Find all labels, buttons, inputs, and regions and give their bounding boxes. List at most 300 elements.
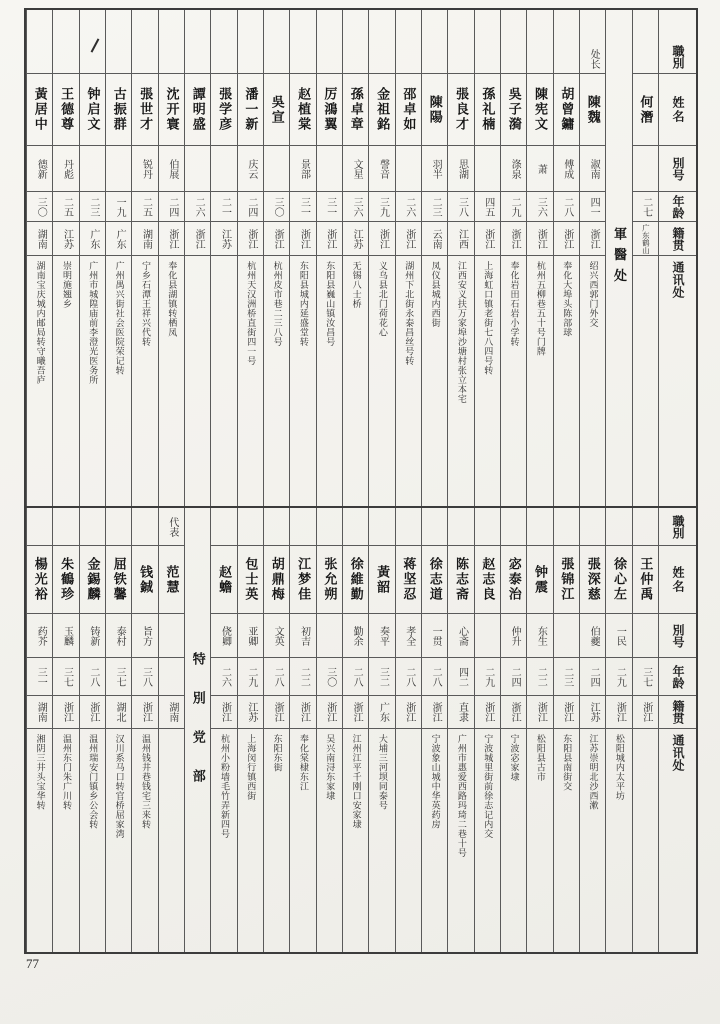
person-age: 二八 [351,666,363,687]
cell-address [238,729,263,952]
cell-age [343,658,368,696]
cell-age [27,192,52,222]
cell-address [106,256,131,506]
person-column [526,508,552,952]
person-column [632,10,658,506]
cell-position [343,10,368,74]
person-name: 屈铁馨 [111,557,127,602]
person-address: 奉化县湖镇转栖凤 [167,261,178,337]
cell-address [554,256,579,506]
cell-age [159,192,184,222]
section-label: 軍醫处 [612,226,628,290]
person-origin: 江苏 [61,228,73,249]
person-age: 四一 [588,196,600,217]
cell-name [317,546,342,614]
person-alias: 伯夔 [588,625,600,646]
person-alias: 景部 [298,158,310,179]
person-address: 松阳城内太平坊 [614,734,625,801]
cell-position [27,10,52,74]
person-alias: 文英 [272,625,284,646]
cell-position [27,508,52,546]
header-cell [659,508,696,546]
header-label: 籍贯 [670,226,685,251]
person-alias: 萧 [535,163,547,174]
cell-alias [580,614,605,658]
person-age: 二三 [87,196,99,217]
cell-address [290,256,315,506]
person-age: 三〇 [324,666,336,687]
person-address: 广州市城隍庙前李澄光医务所 [88,261,99,385]
cell-origin [211,696,236,729]
header-label: 年龄 [670,194,685,219]
cell-address [159,256,184,506]
cell-position [132,508,157,546]
person-address: 松阳县古市 [535,734,546,782]
person-name: 包士英 [243,557,259,602]
cell-origin [343,696,368,729]
person-origin: 广东 [377,702,389,722]
person-alias: 文星 [351,158,363,179]
table-military-medical-dept [26,10,696,506]
cell-name [475,546,500,614]
cell-position [80,508,105,546]
cell-alias [343,614,368,658]
person-age: 二二 [298,666,310,687]
header-cell [659,696,696,729]
cell-name [554,74,579,146]
cell-origin [369,696,394,729]
cell-name [396,546,421,614]
cell-origin [53,222,78,256]
person-name: 邵卓如 [401,87,417,132]
cell-origin [80,222,105,256]
person-name: 張良才 [454,87,470,132]
cell-age [211,192,236,222]
person-origin: 云南 [430,228,442,249]
person-name: 陳魏 [585,94,601,125]
person-name: 徐志道 [427,557,443,602]
person-alias: 傅成 [561,158,573,179]
cell-origin [554,696,579,729]
cell-alias [80,146,105,192]
cell-position [501,508,526,546]
cell-name [633,74,658,146]
header-column [658,10,696,506]
cell-address [317,729,342,952]
person-address: 绍兴西郭门外交 [588,261,599,328]
cell-origin [422,696,447,729]
cell-age [238,192,263,222]
cell-address [422,256,447,506]
cell-alias [317,146,342,192]
cell-position [448,508,473,546]
person-origin: 浙江 [272,702,284,722]
cell-age [501,658,526,696]
person-address: 广州市惠爱西路玛琦二巷十号 [456,734,467,858]
cell-age [53,658,78,696]
person-age: 二四 [166,196,178,217]
cell-address [527,729,552,952]
cell-origin [475,222,500,256]
cell-alias [448,146,473,192]
cell-name [27,546,52,614]
header-cell [659,192,696,222]
person-origin: 浙江 [351,702,363,722]
cell-name [343,74,368,146]
cell-address [53,256,78,506]
person-alias: 奏平 [377,625,389,646]
cell-position [211,10,236,74]
cell-address [501,729,526,952]
person-alias: 锐丹 [140,158,152,179]
cell-position [396,10,421,74]
person-column [368,10,394,506]
cell-age [527,658,552,696]
cell-name [369,74,394,146]
person-origin: 广东鹤山 [641,223,651,254]
cell-name [317,74,342,146]
person-origin: 浙江 [324,702,336,722]
person-address: 上海闵行镇西街 [246,734,257,801]
person-name: 沈开寰 [164,87,180,132]
person-column [579,508,605,952]
person-alias: 思湖 [456,158,468,179]
section-column [184,508,210,952]
person-column [526,10,552,506]
person-name: 黃韶 [375,564,391,595]
person-age: 三八 [456,196,468,217]
cell-origin [80,696,105,729]
cell-age [317,192,342,222]
cell-address [475,256,500,506]
cell-origin [527,222,552,256]
cell-alias [211,146,236,192]
person-age: 二八 [87,666,99,687]
person-origin: 浙江 [509,228,521,249]
cell-position [554,508,579,546]
person-origin: 广东 [114,228,126,249]
cell-address [501,256,526,506]
cell-position [343,508,368,546]
cell-age [132,658,157,696]
cell-age [369,192,394,222]
header-cell [659,222,696,256]
cell-age [554,658,579,696]
cell-address [132,256,157,506]
cell-age [396,192,421,222]
person-name: 赵蟾 [217,564,233,595]
cell-alias [606,614,631,658]
cell-name [633,546,658,614]
section-label: 特別党部 [190,652,206,808]
cell-age [448,192,473,222]
cell-name [264,546,289,614]
person-age: 二六 [403,196,415,217]
cell-name [132,74,157,146]
person-address: 东阳县南街交 [562,734,573,791]
cell-address [527,256,552,506]
person-name: 王仲禹 [638,557,654,602]
person-column [474,10,500,506]
person-origin: 浙江 [482,702,494,722]
person-column [237,10,263,506]
person-age: 二一 [219,196,231,217]
cell-alias [580,146,605,192]
cell-origin [290,222,315,256]
cell-origin [132,696,157,729]
person-name: 何潛 [638,94,654,125]
table-special-party-branch [26,506,696,952]
person-age: 一九 [114,196,126,217]
person-address: 江西安义扶万家埠沙塘村张立本宅 [456,261,467,404]
cell-alias [422,146,447,192]
cell-alias [475,146,500,192]
cell-address [185,256,210,506]
cell-position [475,508,500,546]
cell-position [53,508,78,546]
cell-alias [369,614,394,658]
header-label: 姓名 [670,95,685,124]
cell-origin [317,696,342,729]
cell-origin [396,222,421,256]
person-address: 江州江平千刚口安家埭 [351,734,362,829]
person-address: 东阳县城内延盛堂转 [298,261,309,347]
cell-age [448,658,473,696]
cell-age [606,658,631,696]
person-alias: 侥卿 [219,625,231,646]
cell-origin [211,222,236,256]
person-address: 杭州小粉墙毛竹弄新四号 [219,734,230,839]
person-address: 上海虹口镇老街七八四号转 [483,261,494,375]
person-name: 譚明盛 [190,87,206,132]
person-name: 古振群 [111,87,127,132]
header-label: 別号 [670,156,685,181]
cell-address [106,729,131,952]
person-column [342,10,368,506]
person-age: 二八 [403,666,415,687]
header-label: 籍贯 [670,700,685,724]
person-name: 钟启文 [85,87,101,132]
person-age: 三七 [114,666,126,687]
person-origin: 浙江 [324,228,336,249]
cell-origin [317,222,342,256]
cell-name [132,546,157,614]
cell-origin [633,222,658,256]
cell-name [448,546,473,614]
cell-alias [53,614,78,658]
person-origin: 浙江 [403,702,415,722]
person-alias: 泰村 [114,625,126,646]
cell-position [475,10,500,74]
person-age: 二五 [61,196,73,217]
person-origin: 浙江 [561,702,573,722]
cell-age [80,192,105,222]
person-alias: 德新 [35,158,47,179]
cell-address [396,729,421,952]
person-column [553,10,579,506]
person-alias: 羽半 [430,158,442,179]
person-age: 三九 [377,196,389,217]
person-column [158,10,184,506]
header-label: 年龄 [670,664,685,689]
cell-name [159,546,184,614]
person-age: 二九 [614,666,626,687]
cell-origin [448,696,473,729]
cell-address [448,256,473,506]
header-cell [659,10,696,74]
person-address: 杭州天汉洲桥直街四一号 [246,261,257,366]
person-age: 二三 [561,666,573,687]
cell-origin [448,222,473,256]
cell-alias [238,614,263,658]
cell-origin [475,696,500,729]
person-address: 宁波城里街前徐志记内交 [483,734,494,839]
cell-address [343,729,368,952]
person-address: 湘阴三井头宝华转 [35,734,46,810]
cell-age [527,192,552,222]
cell-position [501,10,526,74]
cell-position [317,10,342,74]
cell-name [501,546,526,614]
cell-address [264,729,289,952]
cell-address [369,256,394,506]
cell-address [27,256,52,506]
person-origin: 浙江 [640,702,652,722]
cell-name [53,74,78,146]
cell-alias [527,614,552,658]
cell-name [290,74,315,146]
person-origin: 江西 [456,228,468,249]
cell-name [396,74,421,146]
cell-age [501,192,526,222]
cell-age [475,192,500,222]
person-origin: 湖南 [140,228,152,249]
cell-origin [580,222,605,256]
cell-origin [53,696,78,729]
person-column [52,508,78,952]
person-origin: 浙江 [298,702,310,722]
cell-address [290,729,315,952]
cell-position [448,10,473,74]
cell-address [264,256,289,506]
cell-origin [264,222,289,256]
cell-address [211,256,236,506]
person-age: 二四 [588,666,600,687]
cell-address [369,729,394,952]
person-age: 三〇 [272,196,284,217]
person-age: 二六 [219,666,231,687]
person-address: 温州东门朱广川转 [61,734,72,810]
person-age: 三六 [351,196,363,217]
person-name: 范慧 [164,564,180,595]
cell-name [580,546,605,614]
person-name: 胡曾鏞 [559,87,575,132]
person-name: 張学彦 [217,87,233,132]
person-column [316,508,342,952]
cell-address [211,729,236,952]
cell-address [580,729,605,952]
cell-position [159,508,184,546]
cell-position [211,508,236,546]
person-alias: 药芥 [35,625,47,646]
cell-origin [106,222,131,256]
person-column [289,10,315,506]
cell-age [475,658,500,696]
person-column [474,508,500,952]
person-name: 陳陽 [427,94,443,125]
person-alias: 一贯 [430,625,442,646]
cell-name [343,546,368,614]
cell-alias [132,614,157,658]
cell-origin [527,696,552,729]
cell-name [527,74,552,146]
person-name: 陳宪文 [533,87,549,132]
person-address: 无锡八士桥 [351,261,362,309]
person-name: 宓泰治 [506,557,522,602]
header-cell [659,256,696,506]
person-name: 孫卓章 [348,87,364,132]
cell-alias [501,614,526,658]
person-column [632,508,658,952]
cell-age [369,658,394,696]
person-origin: 直隶 [456,702,468,722]
person-age: 二九 [245,666,257,687]
person-alias: 铸新 [87,625,99,646]
cell-alias [80,614,105,658]
person-origin: 浙江 [561,228,573,249]
person-origin: 江苏 [351,228,363,249]
person-age: 二六 [193,196,205,217]
cell-position [554,10,579,74]
person-age: 三七 [61,666,73,687]
cell-position [80,10,105,74]
person-age: 二八 [561,196,573,217]
person-name: 金錫麟 [85,557,101,602]
cell-age [106,192,131,222]
cell-alias [501,146,526,192]
cell-address [554,729,579,952]
cell-origin [501,696,526,729]
cell-address [448,729,473,952]
person-name: 王德尊 [59,87,75,132]
cell-alias [317,614,342,658]
cell-position [527,10,552,74]
person-origin: 湖南 [166,702,178,722]
person-address: 大埔三河坝同泰号 [377,734,388,810]
person-origin: 浙江 [403,228,415,249]
person-origin: 浙江 [166,228,178,249]
header-cell [659,614,696,658]
header-cell [659,74,696,146]
person-origin: 江苏 [588,702,600,722]
cell-age [317,658,342,696]
person-origin: 浙江 [482,228,494,249]
cell-alias [422,614,447,658]
cell-address [422,729,447,952]
cell-address [606,729,631,952]
person-name: 胡鼎梅 [269,557,285,602]
person-origin: 浙江 [272,228,284,249]
cell-origin [633,696,658,729]
person-age: 二九 [509,196,521,217]
cell-name [422,546,447,614]
cell-origin [132,222,157,256]
person-age: 二八 [430,666,442,687]
person-origin: 浙江 [430,702,442,722]
cell-name [106,546,131,614]
header-column [658,508,696,952]
cell-age [80,658,105,696]
